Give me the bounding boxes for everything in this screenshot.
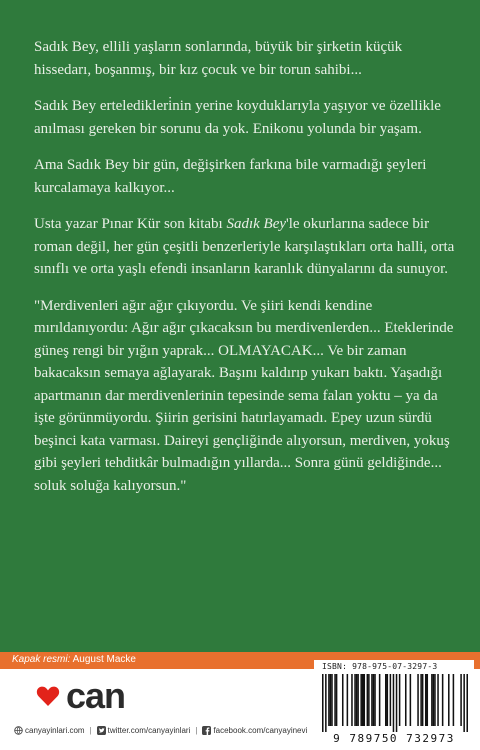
barcode-bar [354,674,356,726]
barcode-bar [351,674,353,726]
blurb-paragraph-4 [34,213,456,281]
barcode-bar [367,674,369,726]
isbn-text: ISBN: 978-975-07-3297-3 [322,662,438,671]
excerpt-quote: "Merdivenleri ağır ağır çıkıyordu. Ve şiiri kendi kendine mırıldanıyordu: Ağır ağır çıkacaksın bu merdivenlerden... Eteklerinde güneş rengi bir yığın yaprak... OLMAYACAK... Ve bir zaman bakacaksın semaya ağlayarak. Başını kaldırıp yukarı baktı. Yaşadığı apartmanın dar merdivenlerinin tepesinde sema falan yoktu – ya da işte görünmüyordu. Şiirin gerisini hatırlayamadı. Epey uzun sürdü beşinci kata varması. Daireyi gençliğinde alıyorsun, merdiven, yokuş gibi şeyleri tehditkâr bulmadığın yıllarda... Sonra günü geldiğinde... soluk soluğa kalıyorsun." [34,297,454,494]
publisher-contacts [14,726,307,735]
blurb-paragraph-3: Ama Sadık Bey bir gün, değişirken farkına bile varmadığı şeyleri kurcalamaya kalkıyor... [34,157,427,196]
barcode-bar [390,674,392,726]
barcode-bar [347,674,349,726]
barcode-bar [466,674,468,732]
barcode-bar [431,674,433,726]
barcode-bar [334,674,336,726]
intro-after: 'le okurlarına sadece bir roman değil, her gün çeşitli benzerleriyle karşılaştıkları orta halli, orta sınıflı ve orta yaşlı efendi insanların karanlık dünyalarını da sunuyor. [34,216,455,277]
barcode-bar [460,674,462,726]
barcode-bar [420,674,422,726]
facebook-link[interactable]: facebook.com/canyayinevi [213,726,308,735]
barcode-bar [453,674,455,726]
barcode-bar [396,674,398,732]
barcode-bar [425,674,427,726]
barcode-bar [410,674,412,726]
blurb-paragraph-2: Sadık Bey erteledikleri̇nin yerine koyduklarıyla yaşıyor ve özellikle anılması gereken bir sorunu da yok. Enikonu yolunda bir yaşam. [34,98,441,137]
globe-icon [14,726,23,735]
credit-name: August Macke [72,654,136,665]
barcode-bar [387,674,389,726]
barcode-area [314,660,474,746]
barcode-bar [368,674,370,726]
barcode-bar [322,674,324,732]
barcode-bar [427,674,429,726]
barcode-bar [393,674,395,732]
barcode-bar [331,674,333,726]
barcode-bar [363,674,365,726]
publisher-logo [36,675,126,716]
barcode-bar [336,674,338,726]
barcode-bar [417,674,419,726]
barcode-bar [422,674,424,726]
credit-label: Kapak resmi: [12,654,71,665]
blurb [34,36,456,511]
intro-before: Usta yazar Pınar Kür son kitabı [34,216,227,232]
barcode-bar [442,674,444,726]
logo-wordmark: can [66,675,126,716]
book-title: Sadık Bey [226,216,287,232]
barcode-bar [374,674,376,726]
facebook-icon [202,726,211,735]
barcode-bar [463,674,465,732]
heart-icon [36,685,60,707]
barcode-bar [373,674,375,726]
barcode-bar [357,674,359,726]
barcode-bar [325,674,327,732]
blurb-paragraph-1: Sadık Bey, ellili yaşların sonlarında, büyük bir şirketin küçük hissedarı, boşanmış, bir kız çocuk ve bir torun sahibi... [34,39,403,78]
barcode-bar [362,674,364,726]
barcode-digits: 9 789750 732973 [333,732,455,745]
separator: | [89,726,92,735]
barcode-bar [379,674,381,726]
barcode-bar [405,674,407,726]
barcode-bar [328,674,330,726]
barcode-bar [437,674,439,726]
barcode-bar [342,674,344,726]
barcode-bar [433,674,435,726]
barcode [322,674,468,732]
barcode-bar [371,674,373,726]
twitter-link[interactable]: twitter.com/canyayinlari [107,726,191,735]
barcode-bar [356,674,358,726]
website-link[interactable]: canyayinlari.com [25,726,85,735]
barcode-bar [434,674,436,726]
cover-credit [12,653,136,667]
twitter-icon [97,726,106,735]
barcode-bar [399,674,401,726]
separator: | [195,726,198,735]
barcode-bar [448,674,450,726]
barcode-bar [330,674,332,726]
barcode-bar [360,674,362,726]
barcode-bar [385,674,387,726]
